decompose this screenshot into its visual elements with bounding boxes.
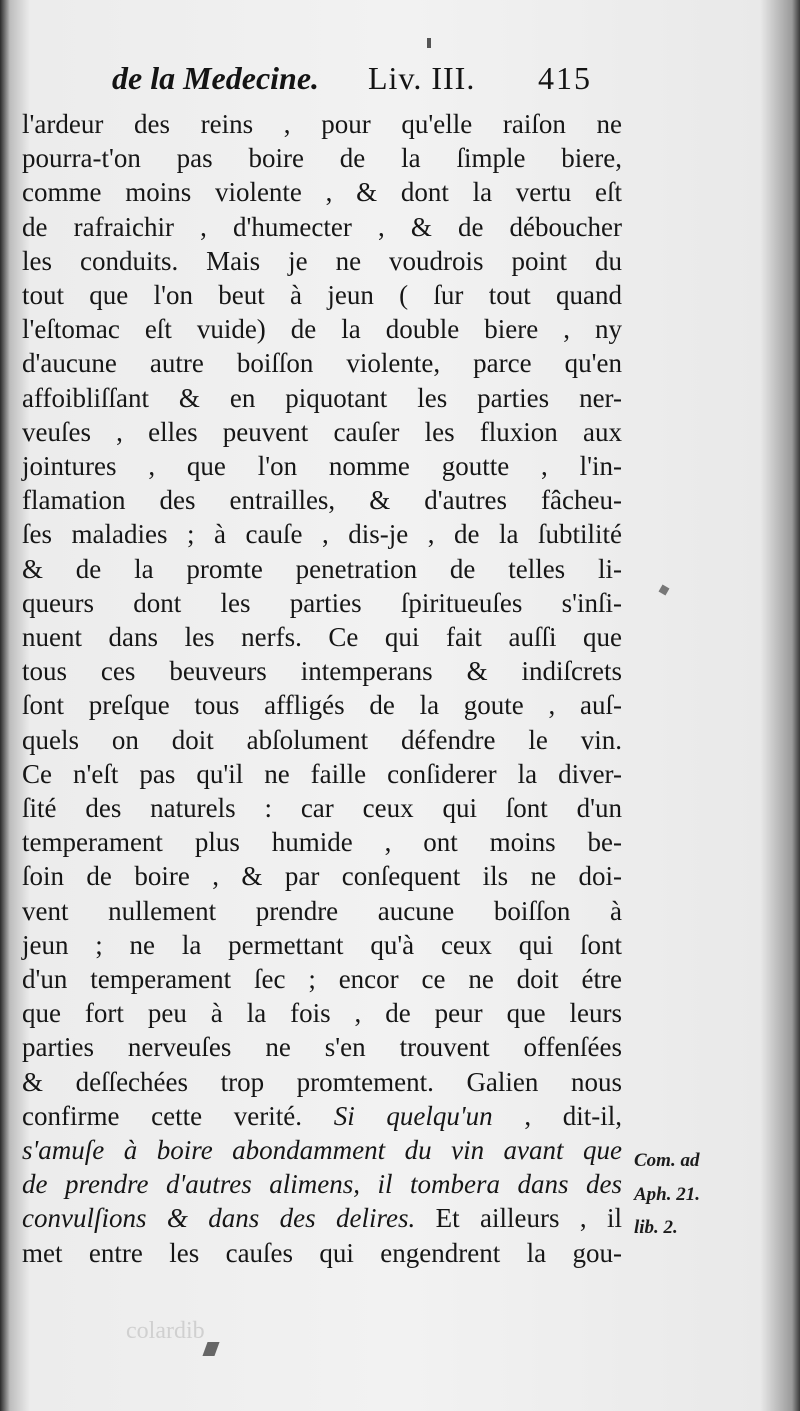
running-head-book: Liv. III.: [368, 60, 476, 96]
text-line: [22, 106, 622, 142]
italic-quote: convulſions & dans des delires.: [22, 1203, 416, 1234]
line-text: ſes maladies ; à cauſe , dis-je , de la ſubtilité: [22, 519, 622, 550]
line-text: quels on doit abſolument défendre le vin.: [22, 724, 622, 755]
text-line: [22, 414, 622, 450]
line-text: , dit-il,: [492, 1100, 623, 1131]
text-line: [22, 824, 622, 860]
line-text: jointures , que l'on nomme goutte , l'in-: [22, 451, 622, 481]
italic-quote: s'amuſe à boire abondamment du vin avant que: [22, 1135, 622, 1165]
text-line: [22, 1200, 622, 1236]
text-line: [22, 482, 622, 518]
text-line: [22, 722, 622, 758]
text-line: [22, 1064, 622, 1100]
line-text: l'eſtomac eſt vuide) de la double biere , ny: [22, 314, 622, 345]
line-text: tous ces beuveurs intemperans & indiſcrets: [22, 656, 622, 687]
line-text: veuſes , elles peuvent cauſer les fluxion aux: [22, 416, 622, 447]
text-line: [22, 448, 622, 484]
italic-quote: Si quelqu'un: [333, 1100, 493, 1131]
bleed-through-text: colardib: [126, 1318, 205, 1344]
text-line: [22, 140, 622, 176]
line-text: de rafraichir , d'humecter , & de déboucher: [22, 211, 622, 242]
line-text: & de la promte penetration de telles li-: [22, 553, 622, 584]
text-line: [22, 756, 622, 792]
line-text: l'ardeur des reins , pour qu'elle raiſon ne: [22, 109, 622, 139]
text-line: [22, 1029, 622, 1065]
line-text: tout que l'on beut à jeun ( ſur tout quand: [22, 280, 622, 310]
line-text: ſont preſque tous affligés de la goute , auſ-: [22, 690, 622, 721]
text-line: [22, 345, 622, 381]
text-line: [22, 893, 622, 929]
line-text: temperament plus humide , ont moins be-: [22, 827, 622, 858]
line-text: les conduits. Mais je ne voudrois point du: [22, 245, 622, 276]
running-head-title: de la Medecine.: [112, 60, 320, 96]
line-text: & deſſechées trop promtement. Galien nous: [22, 1066, 622, 1097]
text-line: [22, 1132, 622, 1168]
text-line: [22, 995, 622, 1031]
italic-quote: de prendre d'autres alimens, il tombera dans des: [22, 1169, 622, 1200]
line-text: met entre les cauſes qui engendrent la gou-: [22, 1237, 622, 1268]
text-line: [22, 209, 622, 245]
line-text: ſité des naturels : car ceux qui ſont d'un: [22, 793, 622, 823]
line-text: nuent dans les nerfs. Ce qui fait auſſi que: [22, 622, 622, 652]
margin-note-aph: Aph. 21.: [634, 1184, 700, 1205]
line-text: Ce n'eſt pas qu'il ne faille conſiderer la diver-: [22, 758, 622, 789]
text-line: [22, 858, 622, 894]
text-line: [22, 551, 622, 587]
text-line: [22, 1098, 622, 1134]
text-line: [22, 277, 622, 313]
line-text: confirme cette verité.: [22, 1100, 334, 1131]
text-line: [22, 585, 622, 621]
line-text: affoibliſſant & en piquotant les parties ner-: [22, 382, 622, 413]
text-line: [22, 1235, 622, 1271]
line-text: pourra-t'on pas boire de la ſimple biere,: [22, 143, 622, 174]
line-text: Et ailleurs , il: [415, 1203, 622, 1234]
margin-note-lib: lib. 2.: [634, 1217, 678, 1238]
page-number: 415: [538, 60, 592, 96]
text-line: [22, 961, 622, 997]
text-line: [22, 380, 622, 416]
margin-note-com: Com. ad: [634, 1150, 700, 1171]
text-line: [22, 1166, 622, 1202]
line-text: ſoin de boire , & par conſequent ils ne doi-: [22, 861, 622, 892]
line-text: que fort peu à la fois , de peur que leurs: [22, 998, 622, 1029]
line-text: d'aucune autre boiſſon violente, parce qu'en: [22, 348, 622, 379]
text-line: [22, 790, 622, 826]
text-line: [22, 516, 622, 552]
line-text: jeun ; ne la permettant qu'à ceux qui ſont: [22, 929, 622, 960]
text-line: [22, 927, 622, 963]
text-line: [22, 174, 622, 210]
ink-speck: [427, 38, 431, 48]
line-text: vent nullement prendre aucune boiſſon à: [22, 895, 622, 926]
line-text: queurs dont les parties ſpiritueuſes s'inſi-: [22, 587, 622, 618]
text-line: [22, 243, 622, 279]
line-text: parties nerveuſes ne s'en trouvent offenſées: [22, 1032, 622, 1063]
text-line: [22, 311, 622, 347]
text-line: [22, 687, 622, 723]
line-text: comme moins violente , & dont la vertu eſt: [22, 177, 622, 208]
line-text: flamation des entrailles, & d'autres fâcheu-: [22, 485, 622, 516]
text-line: [22, 619, 622, 655]
text-line: [22, 653, 622, 689]
line-text: d'un temperament ſec ; encor ce ne doit étre: [22, 964, 622, 994]
